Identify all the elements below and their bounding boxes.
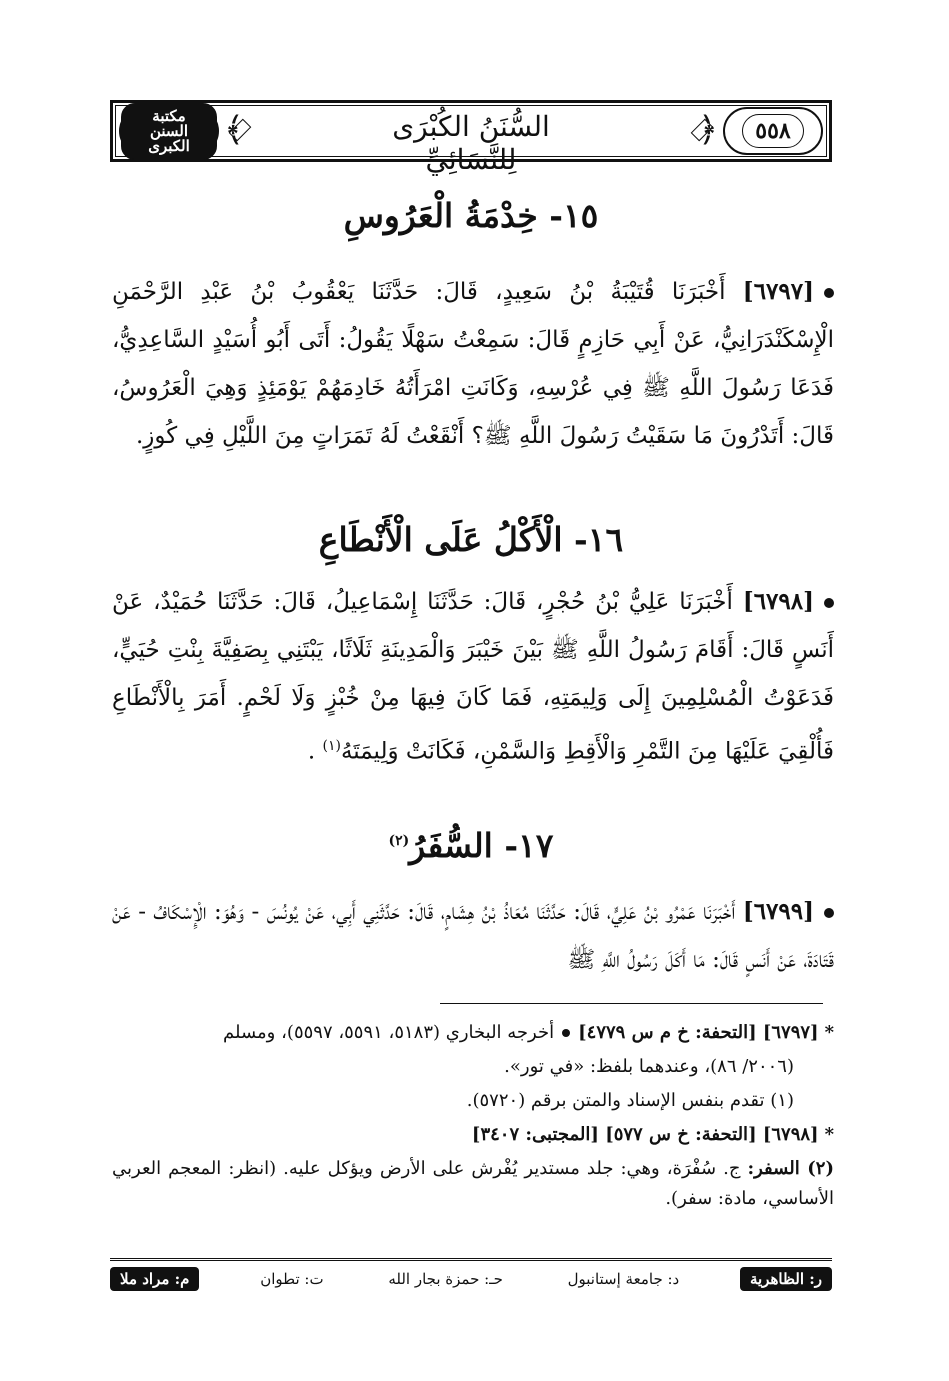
- footnote-text: أخرجه البخاري (٥١٨٣، ٥٥٩١، ٥٥٩٧)، ومسلم: [223, 1022, 555, 1043]
- manuscript-tag: م: مراد ملا: [110, 1267, 199, 1291]
- footnote-text: ج. سُفْرَة، وهي: جلد مستدير يُفْرش على الأرض ويؤكل عليه. (انظر: المعجم العربي الأساسي، مادة: سفر).: [112, 1158, 834, 1209]
- hadith-paragraph: [112, 578, 834, 776]
- footnotes: [112, 1018, 834, 1218]
- ornament-bracket-left-icon: ﴾: [224, 110, 244, 150]
- section-heading: ١٥- خِدْمَةُ الْعَرُوسِ: [343, 196, 599, 235]
- hadith-text: أَخْبَرَنَا قُتَيْبَةُ بْنُ سَعِيدٍ، قَالَ: حَدَّثَنَا يَعْقُوبُ بْنُ عَبْدِ الرَّحْمَنِ الْإِسْكَنْدَرَانِيُّ، عَنْ أَبِي حَازِمٍ قَالَ: سَمِعْتُ سَهْلًا يَقُولُ: أَتَى أَبُو أُسَيْدٍ السَّاعِدِيُّ، فَدَعَا رَسُولَ اللَّهِ ﷺ فِي عُرْسِهِ، وَكَانَتِ امْرَأَتُهُ خَادِمَهُمْ يَوْمَئِذٍ وَهِيَ الْعَرُوسُ، قَالَ: أَتَدْرُونَ مَا سَقَيْتُ رَسُولَ اللَّهِ ﷺ؟ أَنْقَعْتُ لَهُ تَمَرَاتٍ مِنَ اللَّيْلِ فِي كُوزٍ.: [112, 279, 834, 449]
- section-heading-wrap: [110, 826, 832, 865]
- footnote-continuation: (٢٠٠٦/ ٨٦)، وعندهما بلفظ: «في تور».: [504, 1056, 794, 1077]
- section-heading: ١٦- الْأَكْلُ عَلَى الْأَنْطَاعِ: [318, 520, 624, 559]
- section-heading: ١٧- السُّفَرُ: [409, 826, 554, 865]
- hadith-end: .: [307, 738, 323, 765]
- hadith-text: أَخْبَرَنَا عَلِيُّ بْنُ حُجْرٍ، قَالَ: حَدَّثَنَا إِسْمَاعِيلُ، قَالَ: حَدَّثَنَا حُمَيْدٌ، عَنْ أَنَسٍ قَالَ: أَقَامَ رَسُولُ اللَّهِ ﷺ بَيْنَ خَيْبَرَ وَالْمَدِينَةِ ثَلَاثًا، يَبْتَنِي بِصَفِيَّةَ بِنْتِ حُيَيٍّ، فَدَعَوْتُ الْمُسْلِمِينَ إِلَى وَلِيمَتِهِ، فَمَا كَانَ فِيهَا مِنْ خُبْزٍ وَلَا لَحْمٍ. أَمَرَ بِالْأَنْطَاعِ فَأُلْقِيَ عَلَيْهَا مِنَ التَّمْرِ وَالْأَقِطِ وَالسَّمْنِ، فَكَانَتْ وَلِيمَتَهُ: [112, 589, 834, 765]
- footnote-term: (٢) السفر:: [747, 1158, 834, 1179]
- bottom-separator: [110, 1258, 832, 1261]
- footnote-ref: [٦٧٩٧] [التحفة: خ م س ٤٧٧٩]: [578, 1022, 819, 1043]
- book-logo: مكتبة السنن الكبرى: [121, 103, 217, 160]
- star-icon: *: [824, 1124, 834, 1145]
- footnote-takhrij: [112, 1120, 834, 1150]
- bullet-icon: [824, 288, 834, 298]
- footnote-ref: [٦٧٩٨] [التحفة: خ س ٥٧٧] [المجتبى: ٣٤٠٧]: [471, 1124, 819, 1145]
- manuscript-tag: ر: الظاهرية: [740, 1267, 832, 1291]
- ornament-bracket-right-icon: ﴿: [698, 110, 718, 150]
- manuscript-sigla-bar: [110, 1264, 832, 1294]
- manuscript-tag: ت: تطوان: [260, 1270, 324, 1288]
- logo-medallion: [119, 107, 219, 155]
- manuscript-tag: د: جامعة إستانبول: [567, 1270, 680, 1288]
- hadith-text: أَخْبَرَنَا عَمْرُو بْنُ عَلِيٍّ، قَالَ: حَدَّثَنَا مُعَاذُ بْنُ هِشَامٍ، قَالَ: حَدَّثَنِي أَبِي، عَنْ يُونُسَ - وَهُوَ: الْإِسْكَافُ - عَنْ قَتَادَةَ، عَنْ أَنَسٍ قَالَ: مَا أَكَلَ رَسُولُ اللَّهِ ﷺ: [112, 899, 834, 973]
- hadith-number: [٦٧٩٩]: [742, 898, 815, 925]
- footnote-note-1: (١) تقدم بنفس الإسناد والمتن برقم (٥٧٢٠).: [466, 1090, 794, 1111]
- book-title: السُّنَنُ الكُبْرَى لِلنَّسَائِيِّ: [392, 110, 550, 176]
- page-number: ٥٥٨: [742, 114, 803, 148]
- bullet-icon: [824, 908, 834, 918]
- footnote-takhrij: [112, 1018, 834, 1048]
- manuscript-tag: حـ: حمزة بجار الله: [388, 1270, 503, 1288]
- bullet-icon: [562, 1029, 570, 1037]
- page-number-medallion: [723, 107, 823, 155]
- footnote-marker: (٢): [388, 833, 410, 849]
- hadith-number: [٦٧٩٨]: [742, 588, 815, 615]
- footnote-separator: [440, 1003, 823, 1004]
- footnote-note-2: [112, 1154, 834, 1214]
- footnote-marker: (١): [322, 738, 341, 754]
- hadith-number: [٦٧٩٧]: [742, 278, 814, 305]
- hadith-paragraph: [112, 268, 834, 460]
- bullet-icon: [824, 598, 834, 608]
- hadith-paragraph: [112, 888, 834, 984]
- star-icon: *: [824, 1022, 834, 1043]
- page-header: [110, 100, 832, 176]
